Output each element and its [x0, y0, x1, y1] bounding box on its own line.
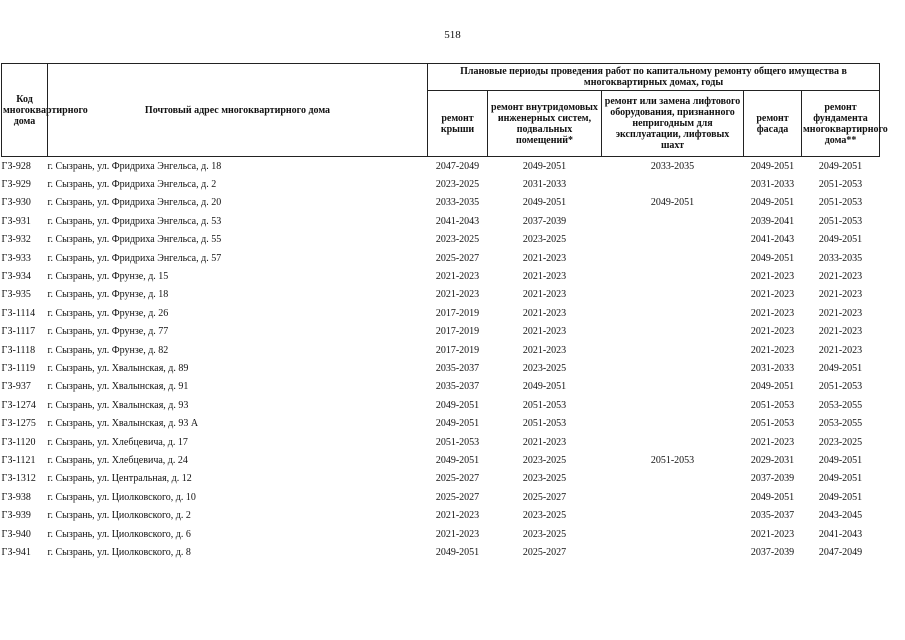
row-foundation-period: 2049-2051 — [818, 160, 863, 172]
row-roof-period: 2049-2051 — [435, 399, 480, 411]
row-elevator-period — [602, 267, 744, 285]
header-roof: ремонт крыши — [428, 91, 488, 157]
row-systems-period: 2021-2023 — [522, 344, 567, 356]
table-body — [2, 157, 880, 562]
row-roof-period: 2041-2043 — [435, 215, 480, 227]
row-address: г. Сызрань, ул. Циолковского, д. 8 — [47, 546, 191, 558]
table-row — [2, 488, 880, 506]
table-row — [2, 378, 880, 396]
row-code: ГЗ-933 — [1, 252, 31, 264]
row-systems-period: 2021-2023 — [522, 307, 567, 319]
row-elevator-period — [602, 414, 744, 432]
row-foundation-period: 2033-2035 — [818, 252, 863, 264]
row-facade-period: 2049-2051 — [750, 491, 795, 503]
row-code: ГЗ-938 — [1, 491, 31, 503]
table-row — [2, 506, 880, 524]
table-row — [2, 231, 880, 249]
row-foundation-period: 2021-2023 — [818, 344, 863, 356]
row-elevator-period — [602, 304, 744, 322]
row-facade-period: 2021-2023 — [750, 307, 795, 319]
row-elevator-period — [602, 359, 744, 377]
row-address: г. Сызрань, ул. Фрунзе, д. 18 — [47, 289, 169, 301]
row-elevator-period — [602, 249, 744, 267]
row-elevator-period — [602, 470, 744, 488]
row-systems-period: 2023-2025 — [522, 234, 567, 246]
row-address: г. Сызрань, ул. Фрунзе, д. 82 — [47, 344, 169, 356]
row-systems-period: 2023-2025 — [522, 510, 567, 522]
table-row — [2, 323, 880, 341]
row-elevator-period — [602, 543, 744, 561]
table-row — [2, 249, 880, 267]
row-elevator-period — [602, 396, 744, 414]
row-systems-period: 2021-2023 — [522, 271, 567, 283]
table-row — [2, 451, 880, 469]
row-roof-period: 2035-2037 — [435, 381, 480, 393]
row-elevator-period: 2049-2051 — [650, 197, 695, 209]
row-foundation-period: 2021-2023 — [818, 326, 863, 338]
row-address: г. Сызрань, ул. Циолковского, д. 6 — [47, 528, 191, 540]
row-facade-period: 2037-2039 — [750, 473, 795, 485]
row-systems-period: 2049-2051 — [522, 160, 567, 172]
header-facade: ремонт фасада — [744, 91, 802, 157]
row-facade-period: 2049-2051 — [750, 197, 795, 209]
row-roof-period: 2023-2025 — [435, 234, 480, 246]
row-systems-period: 2023-2025 — [522, 362, 567, 374]
row-systems-period: 2023-2025 — [522, 528, 567, 540]
row-foundation-period: 2051-2053 — [818, 215, 863, 227]
row-address: г. Сызрань, ул. Центральная, д. 12 — [47, 473, 192, 485]
header-foundation: ремонт фундамента многоквартирного дома** — [802, 91, 880, 157]
row-roof-period: 2021-2023 — [435, 289, 480, 301]
row-address: г. Сызрань, ул. Фридриха Энгельса, д. 55 — [47, 234, 222, 246]
row-foundation-period: 2051-2053 — [818, 179, 863, 191]
row-code: ГЗ-1121 — [1, 454, 36, 466]
row-systems-period: 2021-2023 — [522, 252, 567, 264]
table-row — [2, 194, 880, 212]
row-roof-period: 2021-2023 — [435, 510, 480, 522]
table-row — [2, 470, 880, 488]
row-address: г. Сызрань, ул. Фридриха Энгельса, д. 53 — [47, 215, 222, 227]
row-roof-period: 2017-2019 — [435, 344, 480, 356]
header-systems: ремонт внутридомовых инженерных систем, подвальных помещений* — [488, 91, 602, 157]
row-elevator-period: 2051-2053 — [650, 454, 695, 466]
row-address: г. Сызрань, ул. Хлебцевича, д. 17 — [47, 436, 188, 448]
row-code: ГЗ-1114 — [1, 307, 36, 319]
row-code: ГЗ-935 — [1, 289, 31, 301]
row-address: г. Сызрань, ул. Хвалынская, д. 89 — [47, 362, 189, 374]
row-facade-period: 2021-2023 — [750, 289, 795, 301]
row-foundation-period: 2051-2053 — [818, 197, 863, 209]
row-code: ГЗ-1119 — [1, 362, 36, 374]
table-row — [2, 414, 880, 432]
row-roof-period: 2035-2037 — [435, 362, 480, 374]
table-row — [2, 267, 880, 285]
table-row — [2, 341, 880, 359]
row-systems-period: 2021-2023 — [522, 436, 567, 448]
row-facade-period: 2021-2023 — [750, 326, 795, 338]
row-facade-period: 2031-2033 — [750, 179, 795, 191]
table-row — [2, 543, 880, 561]
row-facade-period: 2021-2023 — [750, 344, 795, 356]
row-roof-period: 2021-2023 — [435, 528, 480, 540]
row-roof-period: 2049-2051 — [435, 546, 480, 558]
row-facade-period: 2021-2023 — [750, 271, 795, 283]
row-foundation-period: 2051-2053 — [818, 381, 863, 393]
row-address: г. Сызрань, ул. Циолковского, д. 10 — [47, 491, 196, 503]
row-address: г. Сызрань, ул. Фрунзе, д. 26 — [47, 307, 169, 319]
header-address: Почтовый адрес многоквартирного дома — [48, 64, 428, 157]
row-roof-period: 2049-2051 — [435, 454, 480, 466]
row-facade-period: 2051-2053 — [750, 418, 795, 430]
row-facade-period: 2021-2023 — [750, 528, 795, 540]
row-address: г. Сызрань, ул. Хвалынская, д. 93 — [47, 399, 189, 411]
row-roof-period: 2051-2053 — [435, 436, 480, 448]
row-address: г. Сызрань, ул. Фридриха Энгельса, д. 57 — [47, 252, 222, 264]
table-row — [2, 433, 880, 451]
row-facade-period: 2035-2037 — [750, 510, 795, 522]
row-roof-period: 2047-2049 — [435, 160, 480, 172]
row-elevator-period — [602, 378, 744, 396]
row-facade-period: 2029-2031 — [750, 454, 795, 466]
row-foundation-period: 2049-2051 — [818, 473, 863, 485]
row-code: ГЗ-940 — [1, 528, 31, 540]
row-foundation-period: 2021-2023 — [818, 271, 863, 283]
row-facade-period: 2037-2039 — [750, 546, 795, 558]
row-foundation-period: 2021-2023 — [818, 289, 863, 301]
row-elevator-period — [602, 175, 744, 193]
row-roof-period: 2049-2051 — [435, 418, 480, 430]
row-facade-period: 2051-2053 — [750, 399, 795, 411]
row-address: г. Сызрань, ул. Фридриха Энгельса, д. 2 — [47, 179, 217, 191]
row-systems-period: 2025-2027 — [522, 491, 567, 503]
row-facade-period: 2031-2033 — [750, 362, 795, 374]
row-code: ГЗ-1274 — [1, 399, 36, 411]
row-roof-period: 2021-2023 — [435, 271, 480, 283]
row-roof-period: 2017-2019 — [435, 326, 480, 338]
row-code: ГЗ-930 — [1, 197, 31, 209]
row-address: г. Сызрань, ул. Фридриха Энгельса, д. 20 — [47, 197, 222, 209]
row-elevator-period — [602, 488, 744, 506]
row-code: ГЗ-937 — [1, 381, 31, 393]
row-foundation-period: 2047-2049 — [818, 546, 863, 558]
row-elevator-period — [602, 231, 744, 249]
row-code: ГЗ-928 — [1, 160, 31, 172]
table-row — [2, 359, 880, 377]
header-periods-group: Плановые периоды проведения работ по капитальному ремонту общего имущества в многоквартирных домах, годы — [428, 64, 880, 91]
row-foundation-period: 2049-2051 — [818, 234, 863, 246]
row-foundation-period: 2043-2045 — [818, 510, 863, 522]
row-address: г. Сызрань, ул. Циолковского, д. 2 — [47, 510, 191, 522]
row-foundation-period: 2021-2023 — [818, 307, 863, 319]
table-row — [2, 304, 880, 322]
table-row — [2, 525, 880, 543]
row-code: ГЗ-1117 — [1, 326, 36, 338]
row-systems-period: 2023-2025 — [522, 454, 567, 466]
row-code: ГЗ-941 — [1, 546, 31, 558]
capital-repair-table — [1, 63, 888, 562]
header-code: Код многоквартирного дома — [2, 64, 48, 157]
row-facade-period: 2039-2041 — [750, 215, 795, 227]
row-facade-period: 2049-2051 — [750, 160, 795, 172]
row-code: ГЗ-932 — [1, 234, 31, 246]
table-row — [2, 175, 880, 193]
row-elevator-period — [602, 506, 744, 524]
row-elevator-period — [602, 212, 744, 230]
row-code: ГЗ-1120 — [1, 436, 36, 448]
row-foundation-period: 2049-2051 — [818, 362, 863, 374]
row-address: г. Сызрань, ул. Хлебцевича, д. 24 — [47, 454, 188, 466]
table-row — [2, 212, 880, 230]
row-address: г. Сызрань, ул. Фридриха Энгельса, д. 18 — [47, 160, 222, 172]
row-foundation-period: 2049-2051 — [818, 454, 863, 466]
table-row — [2, 396, 880, 414]
table-row — [2, 157, 880, 176]
row-elevator-period — [602, 433, 744, 451]
row-systems-period: 2049-2051 — [522, 197, 567, 209]
row-code: ГЗ-929 — [1, 179, 31, 191]
row-elevator-period: 2033-2035 — [650, 160, 695, 172]
row-facade-period: 2021-2023 — [750, 436, 795, 448]
row-foundation-period: 2053-2055 — [818, 418, 863, 430]
row-systems-period: 2025-2027 — [522, 546, 567, 558]
row-roof-period: 2025-2027 — [435, 473, 480, 485]
row-roof-period: 2025-2027 — [435, 252, 480, 264]
row-elevator-period — [602, 525, 744, 543]
row-code: ГЗ-934 — [1, 271, 31, 283]
row-roof-period: 2023-2025 — [435, 179, 480, 191]
row-systems-period: 2021-2023 — [522, 289, 567, 301]
row-facade-period: 2049-2051 — [750, 381, 795, 393]
row-systems-period: 2051-2053 — [522, 399, 567, 411]
row-foundation-period: 2023-2025 — [818, 436, 863, 448]
row-address: г. Сызрань, ул. Хвалынская, д. 91 — [47, 381, 189, 393]
row-roof-period: 2033-2035 — [435, 197, 480, 209]
page-number: 518 — [444, 29, 461, 41]
row-code: ГЗ-931 — [1, 215, 31, 227]
row-foundation-period: 2053-2055 — [818, 399, 863, 411]
row-systems-period: 2051-2053 — [522, 418, 567, 430]
table-row — [2, 286, 880, 304]
row-elevator-period — [602, 341, 744, 359]
row-systems-period: 2031-2033 — [522, 179, 567, 191]
row-systems-period: 2023-2025 — [522, 473, 567, 485]
row-code: ГЗ-939 — [1, 510, 31, 522]
row-elevator-period — [602, 323, 744, 341]
row-foundation-period: 2049-2051 — [818, 491, 863, 503]
row-systems-period: 2021-2023 — [522, 326, 567, 338]
header-elevator: ремонт или замена лифтового оборудования, признанного непригодным для эксплуатации, лифтовых шахт — [602, 91, 744, 157]
row-code: ГЗ-1275 — [1, 418, 36, 430]
row-foundation-period: 2041-2043 — [818, 528, 863, 540]
row-code: ГЗ-1118 — [1, 344, 36, 356]
row-facade-period: 2041-2043 — [750, 234, 795, 246]
row-elevator-period — [602, 286, 744, 304]
row-address: г. Сызрань, ул. Фрунзе, д. 15 — [47, 271, 169, 283]
row-code: ГЗ-1312 — [1, 473, 36, 485]
row-systems-period: 2049-2051 — [522, 381, 567, 393]
row-facade-period: 2049-2051 — [750, 252, 795, 264]
row-address: г. Сызрань, ул. Хвалынская, д. 93 А — [47, 418, 199, 430]
row-address: г. Сызрань, ул. Фрунзе, д. 77 — [47, 326, 169, 338]
row-roof-period: 2025-2027 — [435, 491, 480, 503]
row-systems-period: 2037-2039 — [522, 215, 567, 227]
row-roof-period: 2017-2019 — [435, 307, 480, 319]
